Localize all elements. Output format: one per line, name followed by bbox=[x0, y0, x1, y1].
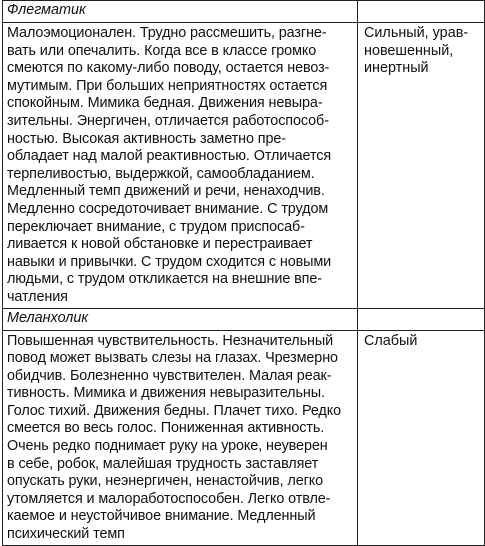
description-cell bbox=[3, 330, 358, 545]
table-row bbox=[3, 23, 485, 309]
temperament-description: Повышенная чувствительность. Незначительный повод может вызвать слезы на глазах. Чрезмерно обидчив. Болезненно чувствителен. Малая реак- тивность. Мимика и движения невыразительны. Голос тихий. Движения бедны. Плачет тихо. Редко смеется во весь голос. Пониженная активность. Очень редко поднимает руку на уроке, неуверен в себе, робок, малейшая трудность заставляет опускать руки, неэнергичен, ненастойчив, легко утомляется и малоработоспособен. Легко отвле- каемое и неустойчивое внимание. Медленный психический темп bbox=[7, 332, 341, 543]
temperament-heading: Меланхолик bbox=[7, 309, 89, 326]
temperament-description: Малоэмоционален. Трудно рассмешить, разгне- вать или опечалить. Когда все в классе громко смеются по какому-либо поводу, остается невоз- мутимым. При больших неприятностях остается спокойным. Мимика бедная. Движения невыра- зительны. Энергичен, отличается работоспособ- ностью. Высокая активность заметно пре- обладает над малой реактивностью. Отличается терпеливостью, выдержкой, самообладанием. Медленный темп движений и речи, ненаходчив. Медленно сосредоточивает внимание. С трудом переключает внимание, с трудом приспосаб- ливается к новой обстановке и перестраивает навыки и привычки. С трудом сходится с новыми людьми, с трудом откликается на внешние впе- чатления bbox=[7, 25, 332, 305]
empty-cell bbox=[358, 1, 485, 23]
type-cell bbox=[358, 330, 485, 545]
table-row bbox=[3, 330, 485, 545]
temperament-table bbox=[2, 0, 485, 546]
table-row bbox=[3, 1, 485, 23]
temperament-heading: Флегматик bbox=[7, 2, 86, 18]
nervous-system-type: Сильный, урав- новешенный, инертный bbox=[364, 25, 469, 77]
type-cell bbox=[358, 23, 485, 309]
empty-cell bbox=[358, 308, 485, 330]
description-cell bbox=[3, 23, 358, 309]
heading-cell bbox=[3, 308, 358, 330]
table-row bbox=[3, 308, 485, 330]
nervous-system-type: Слабый bbox=[364, 332, 418, 349]
heading-cell bbox=[3, 1, 358, 23]
